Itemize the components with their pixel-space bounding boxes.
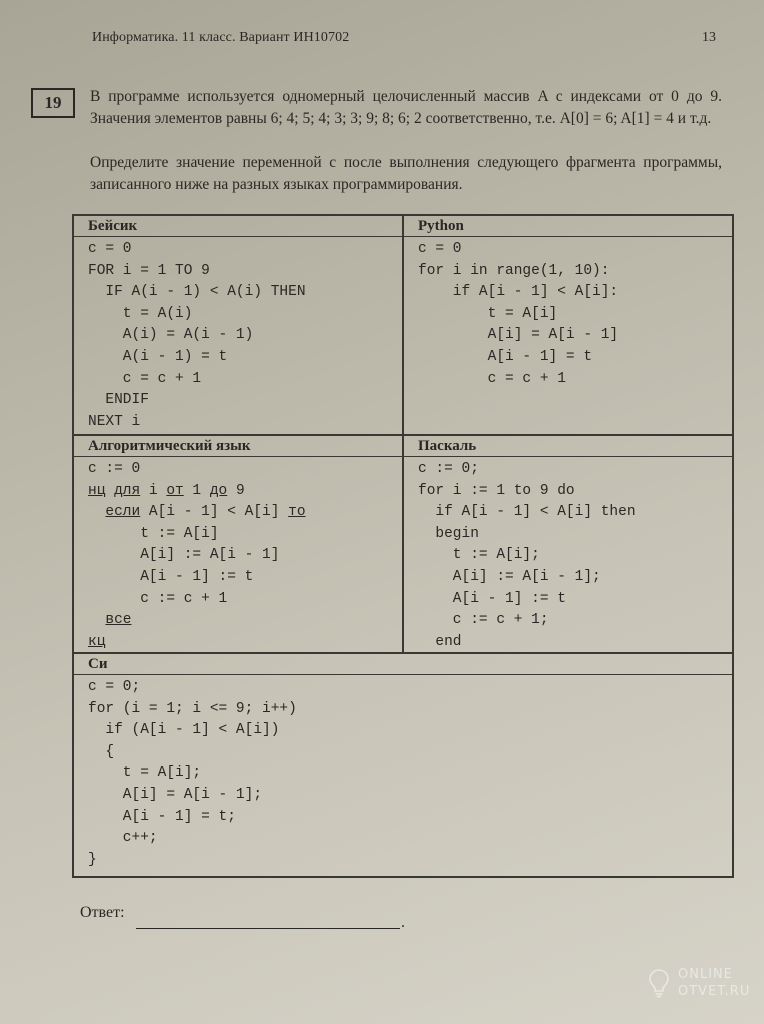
pascal-cell	[402, 434, 732, 652]
c-header: Си	[74, 654, 732, 675]
answer-field[interactable]	[136, 928, 400, 929]
algo-header: Алгоритмический язык	[74, 436, 402, 457]
watermark-line-2: OTVET.RU	[678, 984, 751, 999]
question-number-box: 19	[31, 88, 75, 118]
python-cell	[402, 216, 732, 434]
code-row-1	[74, 216, 732, 434]
basic-header: Бейсик	[74, 216, 402, 237]
question-text-2: Определите значение переменной c после выполнения следующего фрагмента программы, записанного ниже на разных языках программирования.	[90, 154, 722, 193]
kw-to: то	[288, 504, 306, 521]
python-header: Python	[404, 216, 732, 237]
answer-label: Ответ:	[80, 904, 125, 921]
algo-cond: A[i - 1] < A[i]	[140, 504, 289, 521]
c-code: c = 0; for (i = 1; i <= 9; i++) if (A[i - 1] < A[i]) { t = A[i]; A[i] = A[i - 1]; A[i - 1] = t; c++; }	[88, 679, 297, 868]
python-code: c = 0 for i in range(1, 10): if A[i - 1] < A[i]: t = A[i] A[i] = A[i - 1] A[i - 1] = t c = c + 1	[418, 241, 619, 387]
pascal-header: Паскаль	[404, 436, 732, 457]
kw-kc: кц	[88, 633, 106, 650]
page-header-title: Информатика. 11 класс. Вариант ИН10702	[92, 30, 350, 45]
pascal-code: c := 0; for i := 1 to 9 do if A[i - 1] < A[i] then begin t := A[i]; A[i] := A[i - 1]; A[i - 1] := t c := c + 1; end	[418, 461, 636, 650]
basic-code: c = 0 FOR i = 1 TO 9 IF A(i - 1) < A(i) THEN t = A(i) A(i) = A(i - 1) A(i - 1) = t c = c + 1 ENDIF NEXT i	[88, 241, 306, 430]
lightbulb-icon	[648, 968, 670, 998]
algo-cell	[74, 434, 402, 652]
algo-body: t := A[i] A[i] := A[i - 1] A[i - 1] := t c := c + 1	[140, 525, 280, 607]
c-cell	[74, 652, 732, 876]
watermark-line-1: ONLINE	[678, 967, 733, 982]
algo-code	[74, 457, 402, 655]
kw-esli: если	[105, 504, 141, 521]
algo-nine: 9	[227, 482, 245, 499]
basic-cell	[74, 216, 402, 434]
algo-var-i: i	[140, 482, 167, 499]
algo-line-1: c := 0	[88, 461, 141, 477]
kw-dlya: для	[114, 482, 141, 499]
question-text-1: В программе используется одномерный целочисленный массив A с индексами от 0 до 9. Значения элементов равны 6; 4; 5; 4; 3; 3; 9; 8; 6; 2 соответственно, т.е. A[0] = 6; A[1] = 4 и т.д.	[90, 88, 722, 127]
page-number: 13	[702, 30, 716, 45]
code-table	[72, 214, 734, 878]
algo-one: 1	[183, 482, 210, 499]
code-row-2	[74, 434, 732, 652]
kw-vse: все	[105, 612, 132, 629]
kw-nc: нц	[88, 482, 106, 499]
answer-dot: .	[401, 914, 405, 931]
kw-ot: от	[166, 482, 184, 499]
kw-do: до	[209, 482, 228, 499]
